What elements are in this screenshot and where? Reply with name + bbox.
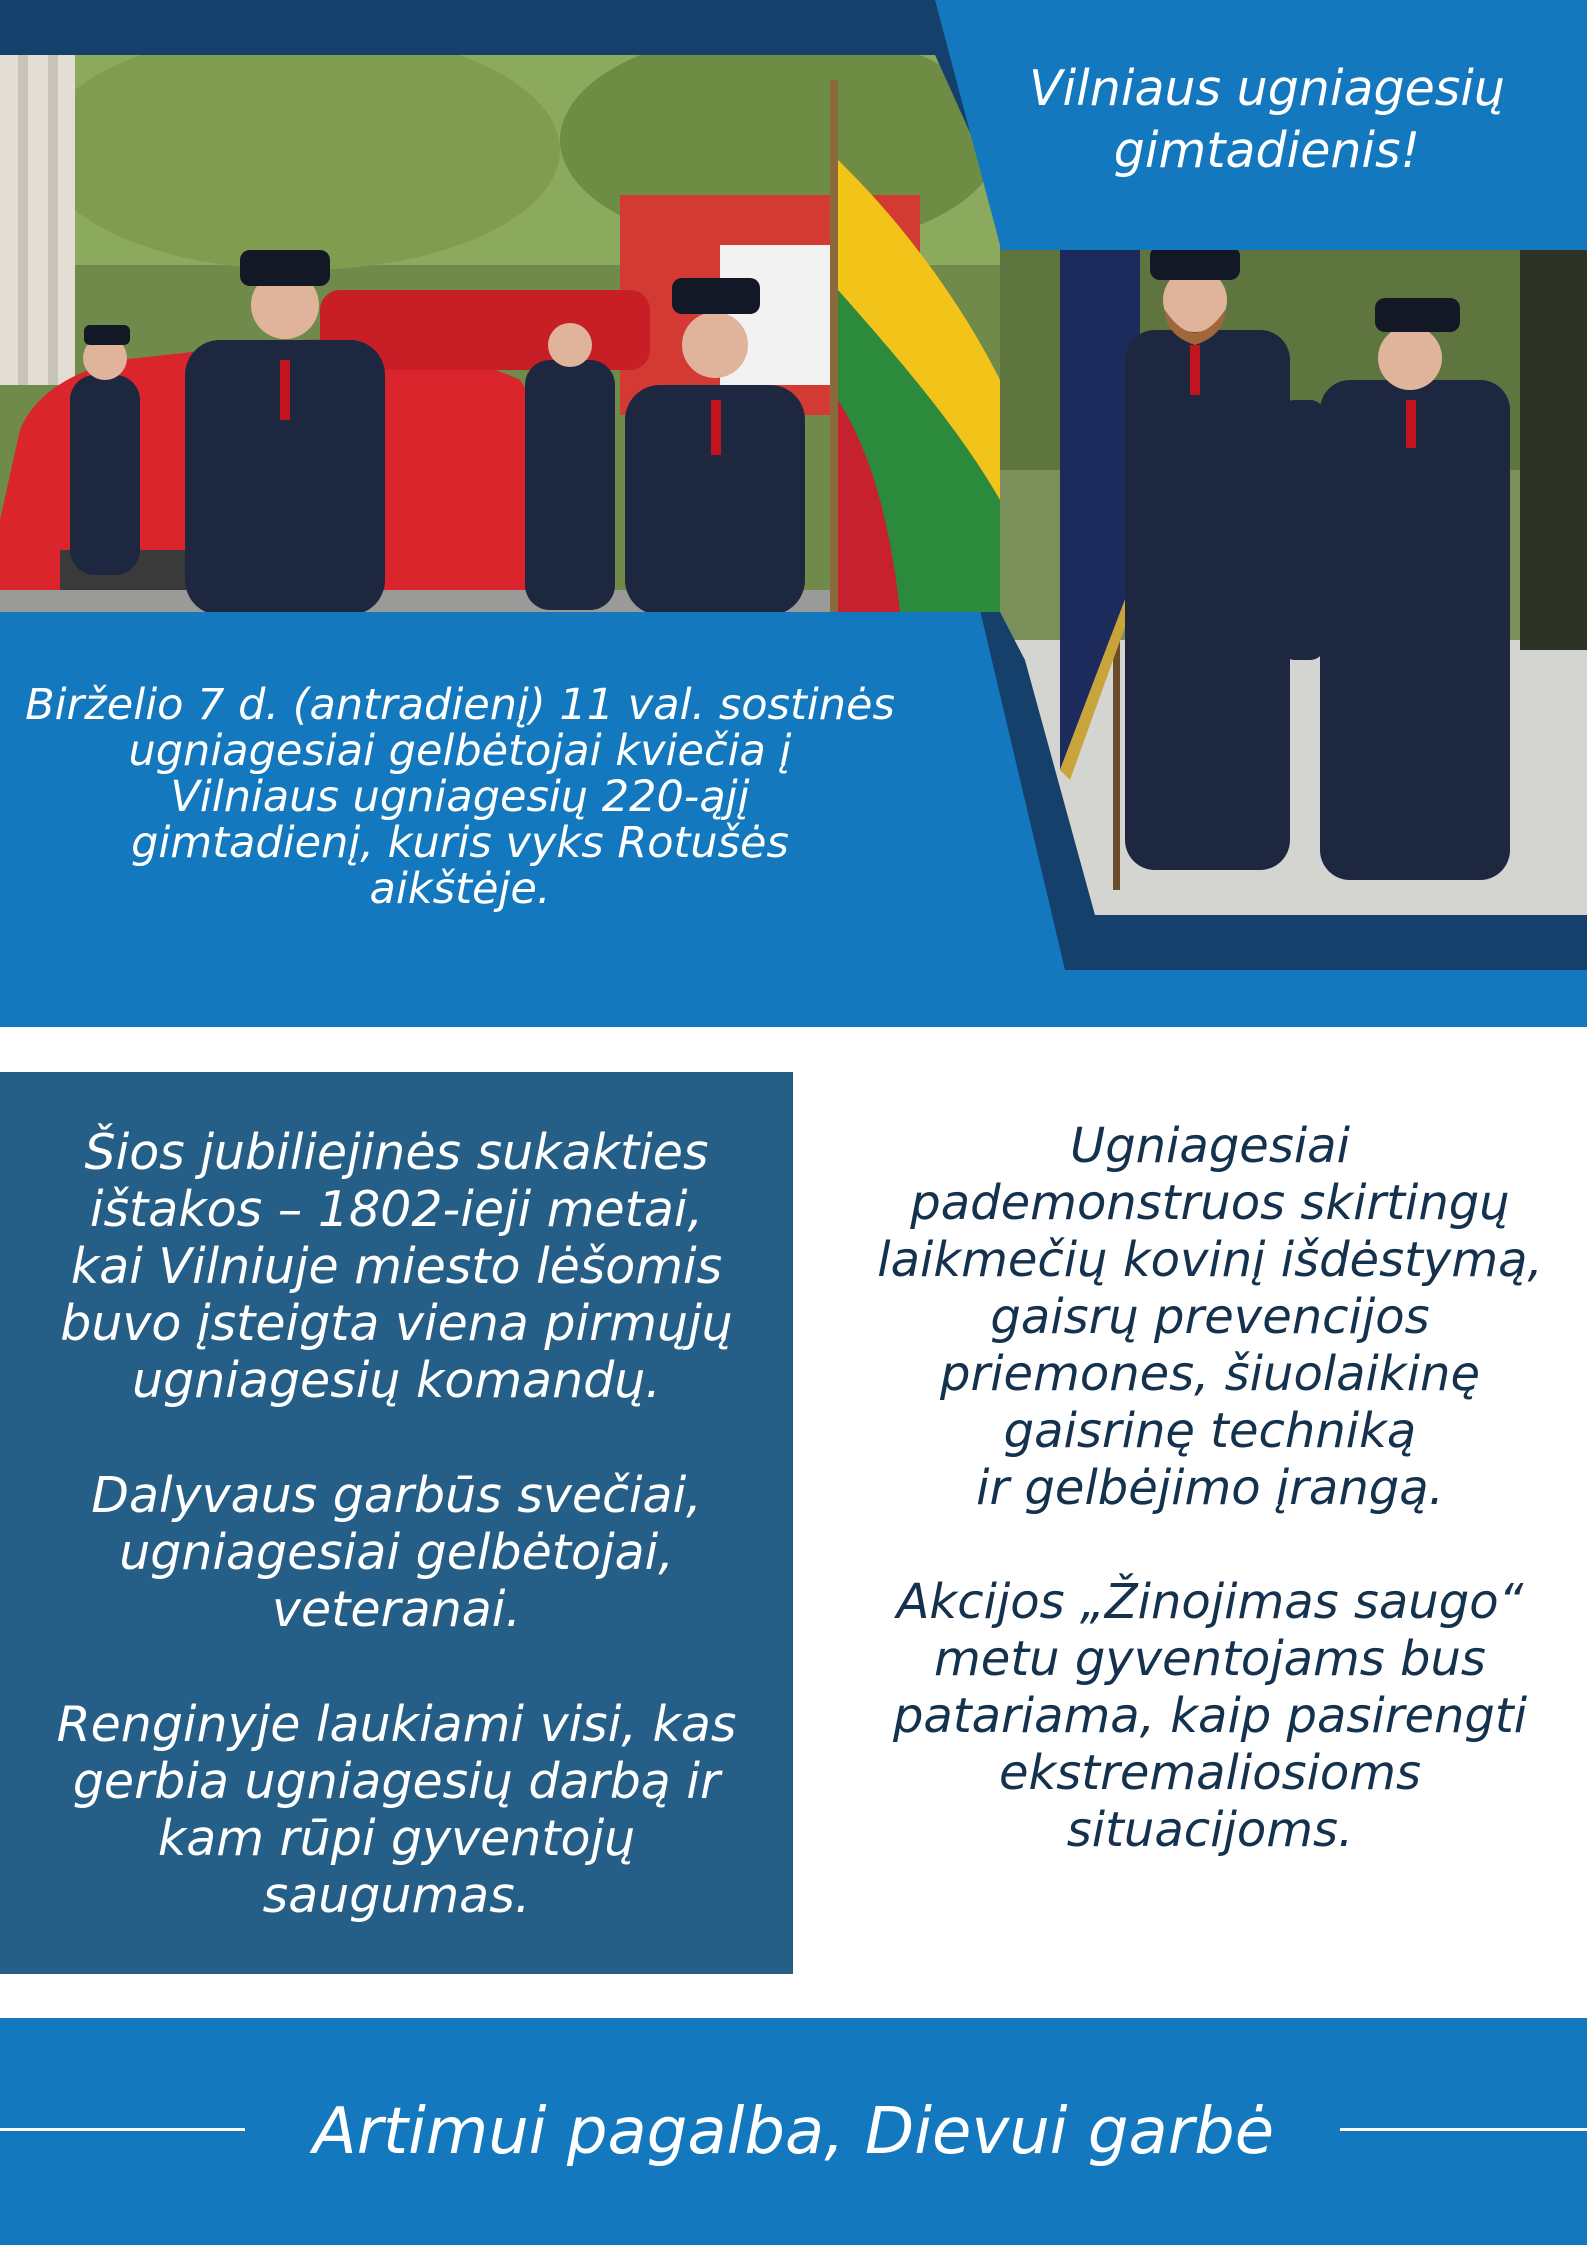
left-paragraph-invitation: Renginyje laukiami visi, kas gerbia ugniagesių darbą ir kam rūpi gyventojų saugumas. <box>56 1696 737 1924</box>
footer-motto: Artimui pagalba, Dievui garbė <box>312 2095 1275 2169</box>
left-paragraph-guests: Dalyvaus garbūs svečiai, ugniagesiai gelbėtojai, veteranai. <box>91 1467 702 1638</box>
left-paragraph-history: Šios jubiliejinės sukakties ištakos – 1802-ieji metai, kai Vilniuje miesto lėšomis buvo įsteigta viena pirmųjų ugniagesių komandų. <box>60 1124 733 1409</box>
right-paragraph-demonstration: Ugniagesiai pademonstruos skirtingų laikmečių kovinį išdėstymą, gaisrų prevencijos priemones, šiuolaikinę gaisrinę techniką ir gelbėjimo įrangą. <box>877 1118 1543 1516</box>
right-paragraph-campaign: Akcijos „Žinojimas saugo“ metu gyventojams bus patariama, kaip pasirengti ekstremaliosioms situacijoms. <box>892 1574 1528 1858</box>
hero-photo-right <box>990 246 1587 920</box>
hero-description: Birželio 7 d. (antradienį) 11 val. sostinės ugniagesiai gelbėtojai kviečia į Vilniaus ugniagesių 220-ąjį gimtadienį, kuris vyks Rotušės aikštėje. <box>25 680 895 914</box>
hero-section <box>0 0 1587 1027</box>
hero-title: Vilniaus ugniagesių gimtadienis! <box>1029 60 1505 179</box>
hero-photo-left <box>0 30 1000 620</box>
footer-band <box>0 2018 1587 2245</box>
left-info-panel <box>0 1072 793 1974</box>
